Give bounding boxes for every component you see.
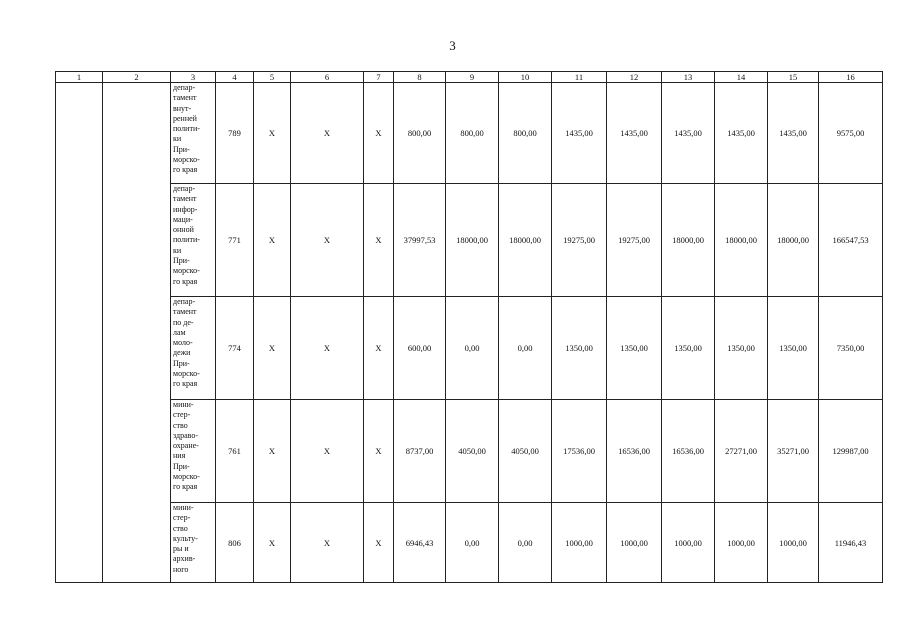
name-line: ния	[173, 451, 186, 461]
page-number: 3	[449, 38, 456, 53]
total-cell: 7350,00	[819, 297, 883, 400]
name-line: морско-	[173, 369, 200, 379]
x-cell: X	[291, 400, 364, 503]
value-cell: 4050,00	[446, 400, 499, 503]
column-header: 16	[819, 72, 883, 83]
column-header: 13	[662, 72, 715, 83]
x-cell: X	[364, 503, 394, 583]
value-cell: 37997,53	[394, 184, 446, 297]
value-cell: 1000,00	[715, 503, 768, 583]
name-line: маци-	[173, 214, 193, 224]
value-cell: 27271,00	[715, 400, 768, 503]
value-cell: 18000,00	[499, 184, 552, 297]
x-cell: X	[254, 83, 291, 184]
name-line: морско-	[173, 155, 200, 165]
table-row	[56, 400, 883, 503]
x-cell: X	[254, 503, 291, 583]
name-line: ство	[173, 420, 188, 430]
column-header: 3	[171, 72, 216, 83]
value-cell: 0,00	[499, 503, 552, 583]
name-line: тамент	[173, 93, 197, 103]
name-line: стер-	[173, 410, 191, 420]
x-cell: X	[291, 83, 364, 184]
value-cell: 18000,00	[768, 184, 819, 297]
merged-cell-col1	[56, 83, 103, 583]
value-cell: 1435,00	[552, 83, 607, 184]
value-cell: 18000,00	[715, 184, 768, 297]
value-cell: 800,00	[446, 83, 499, 184]
name-line: дежи	[173, 348, 191, 358]
value-cell: 35271,00	[768, 400, 819, 503]
name-line: лам	[173, 327, 186, 337]
name-line: депар-	[173, 184, 196, 193]
name-line: При-	[173, 358, 190, 368]
name-line: го края	[173, 379, 198, 389]
value-cell: 1435,00	[607, 83, 662, 184]
x-cell: X	[364, 184, 394, 297]
name-line: депар-	[173, 297, 196, 306]
agency-name-cell	[171, 184, 216, 297]
table-row	[56, 297, 883, 400]
column-header: 2	[103, 72, 171, 83]
name-line: полити-	[173, 124, 200, 134]
code-cell: 774	[216, 297, 254, 400]
value-cell: 600,00	[394, 297, 446, 400]
name-line: мини-	[173, 400, 194, 409]
column-header: 14	[715, 72, 768, 83]
x-cell: X	[254, 297, 291, 400]
x-cell: X	[254, 400, 291, 503]
column-header: 8	[394, 72, 446, 83]
budget-table	[55, 71, 883, 583]
x-cell: X	[291, 503, 364, 583]
value-cell: 16536,00	[662, 400, 715, 503]
name-line: При-	[173, 144, 190, 154]
column-header: 15	[768, 72, 819, 83]
code-cell: 806	[216, 503, 254, 583]
value-cell: 19275,00	[607, 184, 662, 297]
value-cell: 0,00	[446, 297, 499, 400]
total-cell: 9575,00	[819, 83, 883, 184]
name-line: культу-	[173, 533, 198, 543]
merged-cell-col2	[103, 83, 171, 583]
column-header: 6	[291, 72, 364, 83]
name-line: инфор-	[173, 204, 198, 214]
code-cell: 789	[216, 83, 254, 184]
value-cell: 17536,00	[552, 400, 607, 503]
name-line: внут-	[173, 103, 192, 113]
name-line: архив-	[173, 554, 196, 564]
name-line: ки	[173, 245, 182, 255]
value-cell: 1350,00	[768, 297, 819, 400]
column-header: 12	[607, 72, 662, 83]
column-header: 10	[499, 72, 552, 83]
name-line: го края	[173, 165, 198, 175]
value-cell: 1350,00	[607, 297, 662, 400]
value-cell: 6946,43	[394, 503, 446, 583]
value-cell: 1350,00	[662, 297, 715, 400]
name-line: При-	[173, 256, 190, 266]
x-cell: X	[364, 83, 394, 184]
value-cell: 1350,00	[715, 297, 768, 400]
column-header: 1	[56, 72, 103, 83]
value-cell: 18000,00	[446, 184, 499, 297]
value-cell: 16536,00	[607, 400, 662, 503]
table-header-row	[56, 72, 883, 83]
value-cell: 800,00	[394, 83, 446, 184]
x-cell: X	[364, 297, 394, 400]
total-cell: 11946,43	[819, 503, 883, 583]
table-row	[56, 503, 883, 583]
agency-name-cell	[171, 83, 216, 184]
name-line: ренней	[173, 113, 197, 123]
name-line: тамент	[173, 307, 197, 317]
name-line: депар-	[173, 83, 196, 92]
value-cell: 800,00	[499, 83, 552, 184]
total-cell: 166547,53	[819, 184, 883, 297]
name-line: здраво-	[173, 430, 199, 440]
name-line: ство	[173, 523, 188, 533]
agency-name-cell	[171, 400, 216, 503]
agency-name-cell	[171, 503, 216, 583]
name-line: морско-	[173, 472, 200, 482]
column-header: 9	[446, 72, 499, 83]
value-cell: 18000,00	[662, 184, 715, 297]
value-cell: 1000,00	[552, 503, 607, 583]
column-header: 7	[364, 72, 394, 83]
value-cell: 1000,00	[607, 503, 662, 583]
name-line: охране-	[173, 441, 199, 451]
x-cell: X	[291, 184, 364, 297]
name-line: мини-	[173, 503, 194, 512]
value-cell: 8737,00	[394, 400, 446, 503]
name-line: стер-	[173, 513, 191, 523]
value-cell: 1435,00	[662, 83, 715, 184]
value-cell: 1435,00	[768, 83, 819, 184]
value-cell: 0,00	[446, 503, 499, 583]
x-cell: X	[291, 297, 364, 400]
column-header: 4	[216, 72, 254, 83]
total-cell: 129987,00	[819, 400, 883, 503]
code-cell: 771	[216, 184, 254, 297]
name-line: При-	[173, 461, 190, 471]
agency-name-cell	[171, 297, 216, 400]
name-line: моло-	[173, 338, 193, 348]
table-row	[56, 83, 883, 184]
name-line: морско-	[173, 266, 200, 276]
value-cell: 0,00	[499, 297, 552, 400]
x-cell: X	[364, 400, 394, 503]
name-line: ки	[173, 134, 182, 144]
name-line: го края	[173, 482, 198, 492]
column-header: 11	[552, 72, 607, 83]
value-cell: 1000,00	[768, 503, 819, 583]
name-line: ры и	[173, 544, 189, 554]
name-line: онной	[173, 225, 194, 235]
value-cell: 4050,00	[499, 400, 552, 503]
name-line: по де-	[173, 317, 194, 327]
name-line: полити-	[173, 235, 200, 245]
value-cell: 1435,00	[715, 83, 768, 184]
value-cell: 1000,00	[662, 503, 715, 583]
value-cell: 19275,00	[552, 184, 607, 297]
column-header: 5	[254, 72, 291, 83]
name-line: тамент	[173, 194, 197, 204]
name-line: го края	[173, 276, 198, 286]
value-cell: 1350,00	[552, 297, 607, 400]
table-row	[56, 184, 883, 297]
name-line: ного	[173, 564, 189, 574]
x-cell: X	[254, 184, 291, 297]
code-cell: 761	[216, 400, 254, 503]
